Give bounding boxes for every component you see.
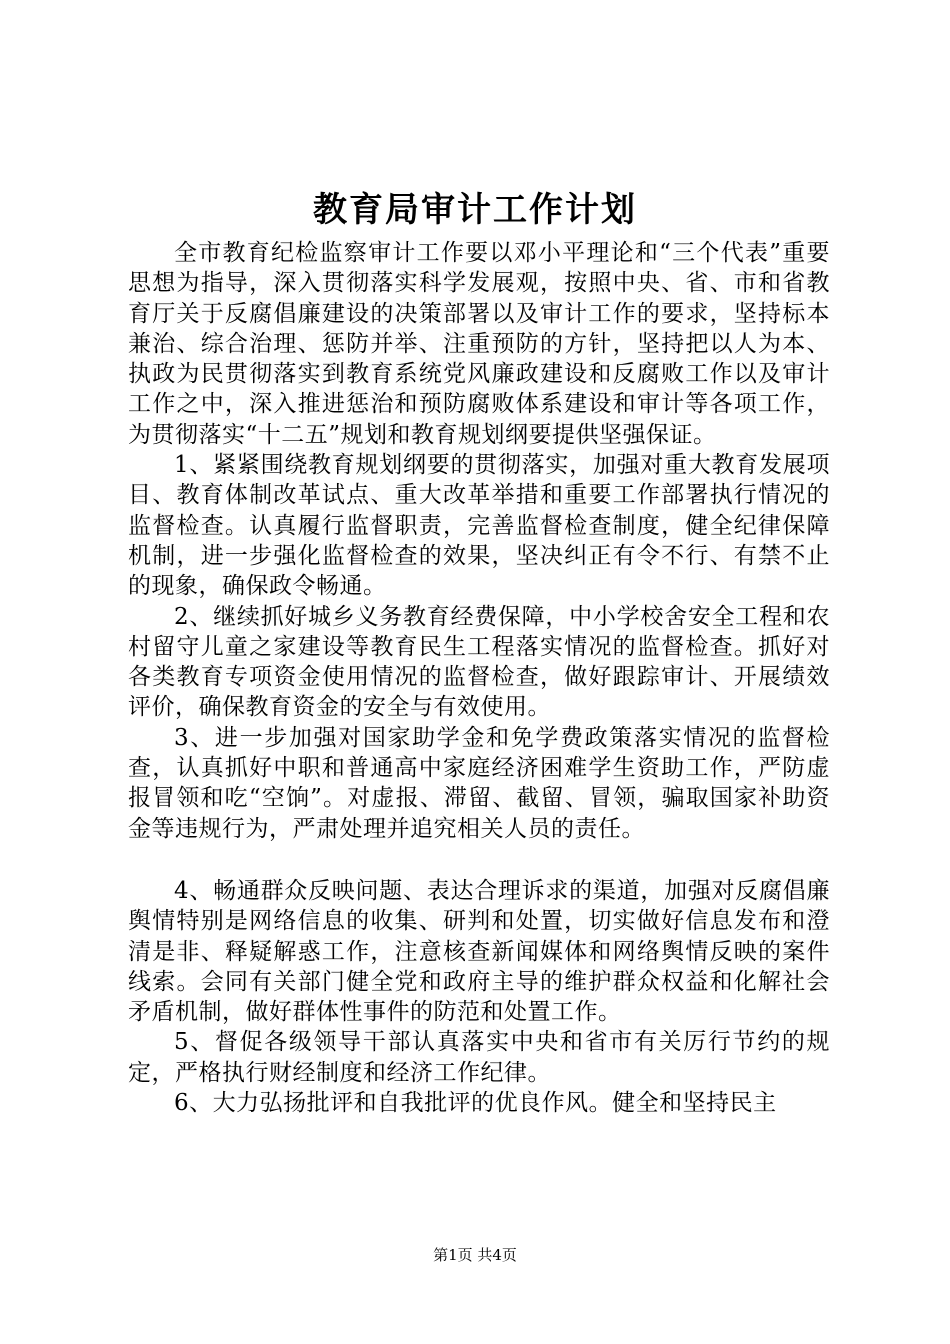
item-5-paragraph: 5、督促各级领导干部认真落实中央和省市有关厉行节约的规定，严格执行财经制度和经济工作纪律。 xyxy=(128,1029,830,1086)
page-number-footer: 第1页 共4页 xyxy=(433,1246,517,1264)
item-3-paragraph: 3、进一步加强对国家助学金和免学费政策落实情况的监督检查，认真抓好中职和普通高中家庭经济困难学生资助工作，严防虚报冒领和吃“空饷”。对虚报、滞留、截留、冒领，骗取国家补助资金等违规行为，严肃处理并追究相关人员的责任。 xyxy=(128,724,830,842)
item-1-paragraph: 1、紧紧围绕教育规划纲要的贯彻落实，加强对重大教育发展项目、教育体制改革试点、重大改革举措和重要工作部署执行情况的监督检查。认真履行监督职责，完善监督检查制度，健全纪律保障机制，进一步强化监督检查的效果，坚决纠正有令不行、有禁不止的现象，确保政令畅通。 xyxy=(128,452,830,600)
item-4-paragraph: 4、畅通群众反映问题、表达合理诉求的渠道，加强对反腐倡廉舆情特别是网络信息的收集、研判和处置，切实做好信息发布和澄清是非、释疑解惑工作，注意核查新闻媒体和网络舆情反映的案件线索。会同有关部门健全党和政府主导的维护群众权益和化解社会矛盾机制，做好群体性事件的防范和处置工作。 xyxy=(128,877,830,1026)
document-title: 教育局审计工作计划 xyxy=(313,190,637,230)
document-body xyxy=(128,238,830,1118)
item-6-paragraph: 6、大力弘扬批评和自我批评的优良作风。健全和坚持民主 xyxy=(174,1090,777,1117)
intro-paragraph: 全市教育纪检监察审计工作要以邓小平理论和“三个代表”重要思想为指导，深入贯彻落实科学发展观，按照中央、省、市和省教育厅关于反腐倡廉建设的决策部署以及审计工作的要求，坚持标本兼治、综合治理、惩防并举、注重预防的方针，坚持把以人为本、执政为民贯彻落实到教育系统党风廉政建设和反腐败工作以及审计工作之中，深入推进惩治和预防腐败体系建设和审计等各项工作，为贯彻落实“十二五”规划和教育规划纲要提供坚强保证。 xyxy=(128,240,830,448)
paragraph-spacer xyxy=(128,844,830,876)
item-2-paragraph: 2、继续抓好城乡义务教育经费保障，中小学校舍安全工程和农村留守儿童之家建设等教育民生工程落实情况的监督检查。抓好对各类教育专项资金使用情况的监督检查，做好跟踪审计、开展绩效评价，确保教育资金的安全与有效使用。 xyxy=(128,603,830,721)
